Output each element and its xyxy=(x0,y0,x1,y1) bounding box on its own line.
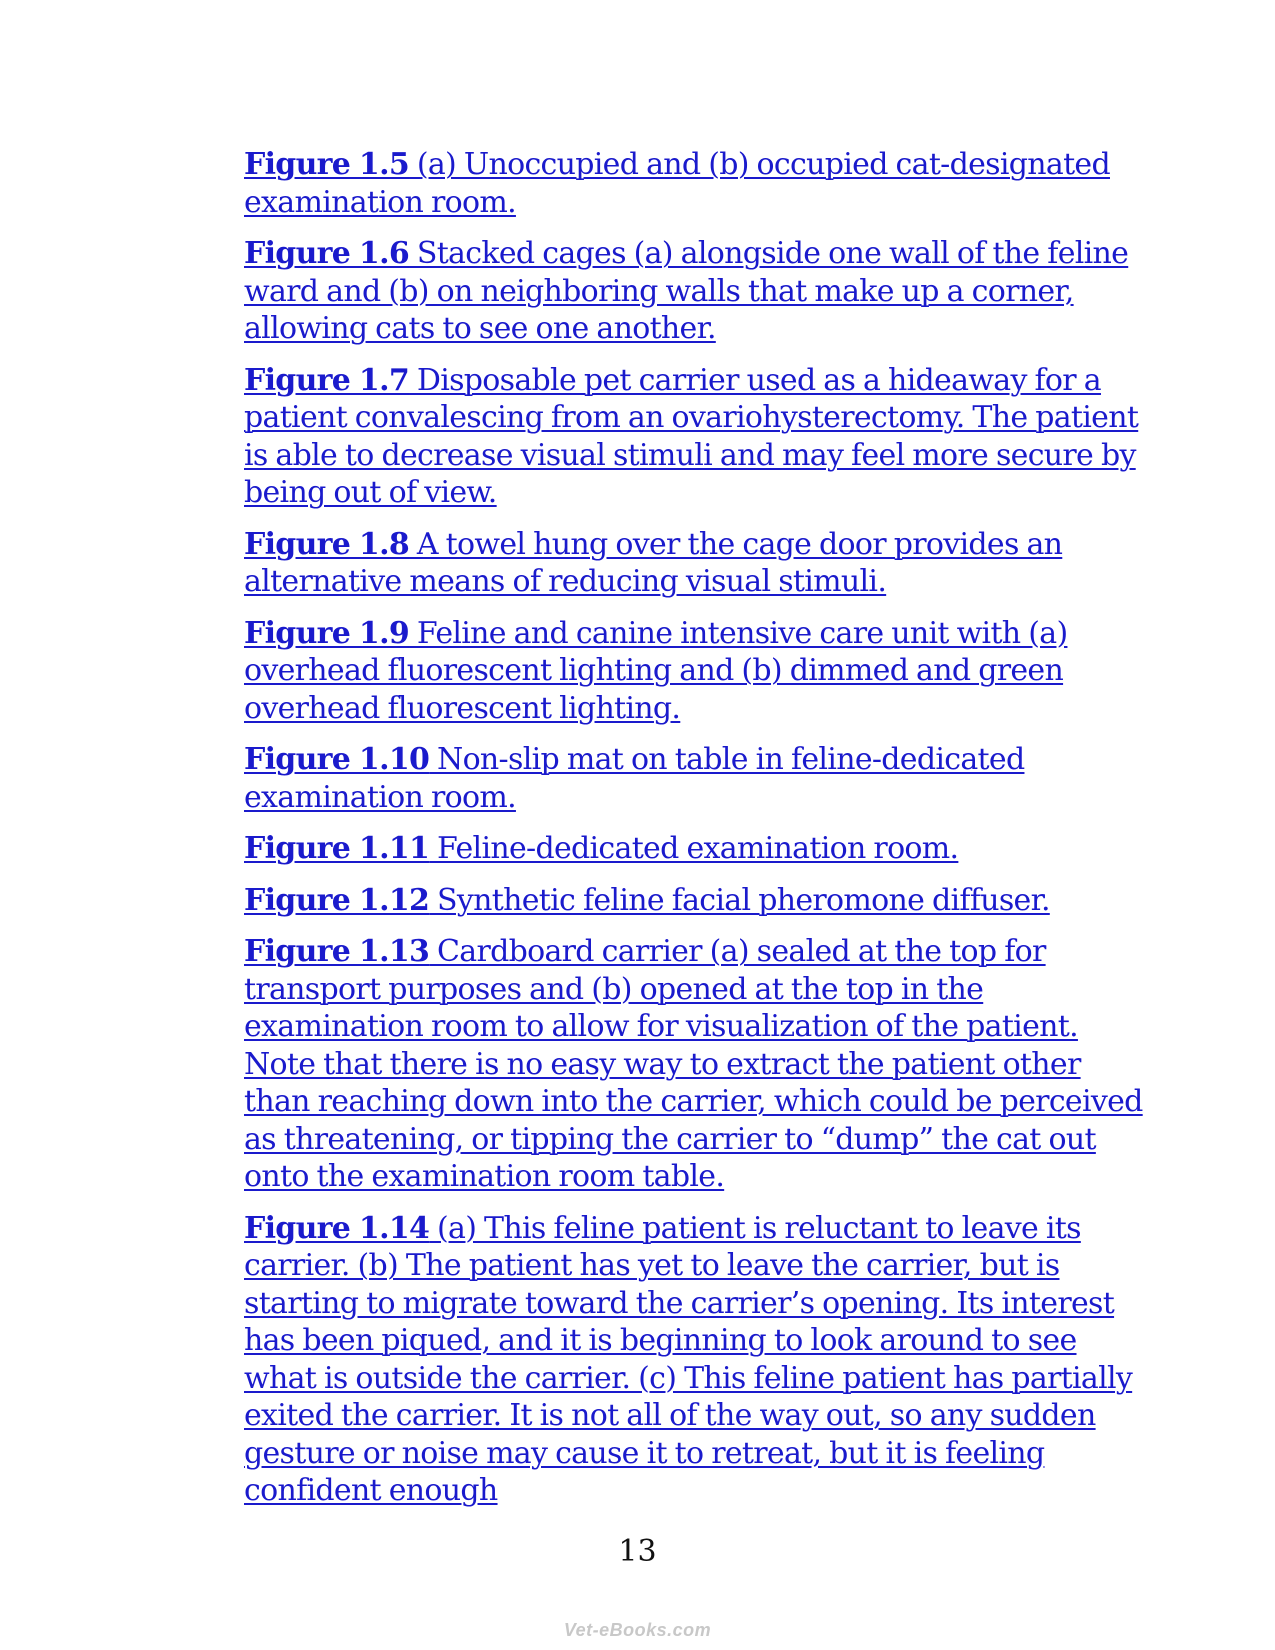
figure-link-1-14[interactable]: Figure 1.14 xyxy=(244,1210,430,1246)
figure-caption-link-1-7[interactable]: Disposable pet carrier used as a hideaway for a patient convalescing from an ovariohysterectomy. The patient is able to decrease visual stimuli and may feel more secure by being out of view. xyxy=(244,362,1139,510)
figure-link-1-8[interactable]: Figure 1.8 xyxy=(244,526,410,562)
figure-caption-link-1-12[interactable]: Synthetic feline facial pheromone diffuser. xyxy=(429,882,1050,918)
figure-caption-link-1-14[interactable]: (a) This feline patient is reluctant to leave its carrier. (b) The patient has yet to leave the carrier, but is starting to migrate toward the carrier’s opening. Its interest has been piqued, and it is beginning to look around to see what is outside the carrier. (c) This feline patient has partially exited the carrier. It is not all of the way out, so any sudden gesture or noise may cause it to retreat, but it is feeling confident enough xyxy=(244,1210,1133,1508)
figure-caption-link-1-5[interactable]: (a) Unoccupied and (b) occupied cat-designated examination room. xyxy=(244,147,1110,220)
figure-link-1-7[interactable]: Figure 1.7 xyxy=(244,362,410,398)
figure-link-1-5[interactable]: Figure 1.5 xyxy=(244,147,410,182)
figure-caption-link-1-8[interactable]: A towel hung over the cage door provides an alternative means of reducing visual stimuli. xyxy=(244,526,1063,599)
figure-entry-1-5 xyxy=(244,146,1144,221)
figure-entry-1-10 xyxy=(244,741,1144,816)
figure-entry-1-7 xyxy=(244,362,1144,512)
figure-entry-1-6 xyxy=(244,235,1144,348)
figure-caption-link-1-6[interactable]: Stacked cages (a) alongside one wall of the feline ward and (b) on neighboring walls that make up a corner, allowing cats to see one another. xyxy=(244,236,1129,346)
figure-link-1-9[interactable]: Figure 1.9 xyxy=(244,615,410,651)
figure-link-1-6[interactable]: Figure 1.6 xyxy=(244,236,410,271)
figure-link-1-11[interactable]: Figure 1.11 xyxy=(244,831,430,866)
figure-entry-1-9 xyxy=(244,615,1144,728)
figure-link-1-10[interactable]: Figure 1.10 xyxy=(244,742,430,777)
figure-link-1-13[interactable]: Figure 1.13 xyxy=(244,934,430,969)
figure-caption-link-1-13[interactable]: Cardboard carrier (a) sealed at the top for transport purposes and (b) opened at the top in the examination room to allow for visualization of the patient. Note that there is no easy way to extract the patient other than reaching down into the carrier, which could be perceived as threatening, or tipping the carrier to “dump” the cat out onto the examination room table. xyxy=(244,934,1143,1194)
figure-entry-1-8 xyxy=(244,526,1144,601)
watermark-logo: Vet-eBooks.com xyxy=(563,1620,712,1640)
figure-list xyxy=(244,146,1144,1524)
figure-entry-1-12 xyxy=(244,882,1144,920)
figure-link-1-12[interactable]: Figure 1.12 xyxy=(244,882,430,918)
figure-entry-1-11 xyxy=(244,830,1144,868)
figure-caption-link-1-11[interactable]: Feline-dedicated examination room. xyxy=(429,831,959,866)
figure-caption-link-1-9[interactable]: Feline and canine intensive care unit with (a) overhead fluorescent lighting and (b) dimmed and green overhead fluorescent lighting. xyxy=(244,615,1068,726)
figure-caption-link-1-10[interactable]: Non-slip mat on table in feline-dedicated examination room. xyxy=(244,742,1025,815)
page-number: 13 xyxy=(618,1534,657,1569)
figure-entry-1-13 xyxy=(244,933,1144,1196)
figure-entry-1-14 xyxy=(244,1210,1144,1510)
